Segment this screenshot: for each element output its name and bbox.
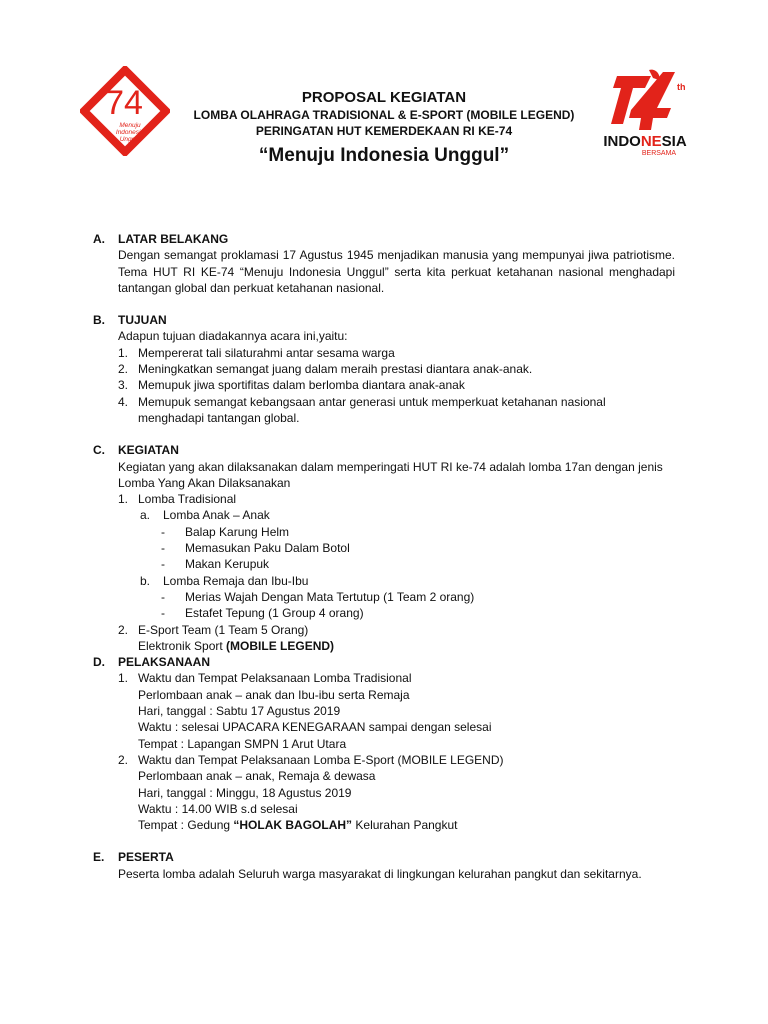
list-item: - Makan Kerupuk bbox=[161, 557, 270, 572]
section-d-heading bbox=[93, 654, 675, 670]
background-paragraph: Dengan semangat proklamasi 17 Agustus 1945 menjadikan manusia yang mempunyai jiwa patriotisme. Tema HUT RI KE-74 “Menuju Indonesia Unggul” serta kita perkuat ketahanan nasional menghadapi tantangan global dan perkuat ketahanan nasional. bbox=[118, 248, 675, 295]
list-item: 1. Waktu dan Tempat Pelaksanaan Lomba Tradisional bbox=[118, 671, 412, 686]
logo-th: th bbox=[677, 82, 686, 92]
list-item: - Memasukan Paku Dalam Botol bbox=[161, 541, 350, 556]
list-item: 2. Waktu dan Tempat Pelaksanaan Lomba E-Sport (MOBILE LEGEND) bbox=[118, 752, 504, 767]
section-letter: D. bbox=[93, 655, 105, 670]
schedule-line: Waktu : selesai UPACARA KENEGARAAN sampai dengan selesai bbox=[138, 720, 492, 735]
schedule-line: Hari, tanggal : Sabtu 17 Agustus 2019 bbox=[138, 704, 341, 719]
list-item: a. Lomba Anak – Anak bbox=[140, 508, 270, 523]
objectives-intro: Adapun tujuan diadakannya acara ini,yaitu: bbox=[118, 329, 348, 344]
list-item: b. Lomba Remaja dan Ibu-Ibu bbox=[140, 573, 309, 588]
esport-detail: Elektronik Sport (MOBILE LEGEND) bbox=[138, 638, 335, 653]
section-title: PESERTA bbox=[118, 850, 174, 865]
list-item: - Estafet Tepung (1 Group 4 orang) bbox=[161, 606, 364, 621]
logo-left-number: 74 bbox=[105, 84, 143, 122]
section-e-heading bbox=[93, 849, 675, 865]
logo-bird-shape bbox=[649, 70, 659, 80]
schedule-line: Tempat : Gedung “HOLAK BAGOLAH” Kelurahan Pangkut bbox=[138, 818, 458, 833]
logo-bersama-word: BERSAMA bbox=[641, 150, 677, 157]
section-letter: B. bbox=[93, 313, 105, 328]
schedule-line: Waktu : 14.00 WIB s.d selesai bbox=[138, 801, 298, 816]
schedule-line: Tempat : Lapangan SMPN 1 Arut Utara bbox=[138, 736, 347, 751]
hut-ri-74-logo bbox=[80, 66, 170, 156]
section-title: LATAR BELAKANG bbox=[118, 232, 229, 246]
list-item: 4. Memupuk semangat kebangsaan antar generasi untuk memperkuat ketahanan nasional menghadapi tantangan global. bbox=[118, 394, 606, 425]
list-item: 2. E-Sport Team (1 Team 5 Orang) bbox=[118, 622, 309, 637]
list-item: 3. Memupuk jiwa sportifitas dalam berlomba diantara anak-anak bbox=[118, 378, 465, 393]
section-title: PELAKSANAAN bbox=[118, 655, 211, 670]
logo-left-line3: Unggul bbox=[119, 136, 141, 143]
theme-heading: “Menuju Indonesia Unggul” bbox=[258, 145, 510, 166]
section-a-heading bbox=[93, 231, 675, 247]
participants-paragraph: Peserta lomba adalah Seluruh warga masyarakat di lingkungan kelurahan pangkut dan sekitarnya. bbox=[118, 866, 642, 881]
event-subtitle: LOMBA OLAHRAGA TRADISIONAL & E-SPORT (MOBILE LEGEND) bbox=[193, 108, 575, 122]
section-title: KEGIATAN bbox=[118, 443, 179, 458]
section-title: TUJUAN bbox=[118, 313, 167, 328]
list-item: 2. Meningkatkan semangat juang dalam meraih prestasi diantara anak-anak. bbox=[118, 362, 533, 377]
list-item: - Balap Karung Helm bbox=[161, 524, 290, 539]
activities-intro: Kegiatan yang akan dilaksanakan dalam memperingati HUT RI ke-74 adalah lomba 17an dengan jenis Lomba Yang Akan Dilaksanakan bbox=[118, 459, 663, 490]
logo-indonesia-word: INDONESIA bbox=[603, 133, 687, 150]
section-b-heading bbox=[93, 312, 675, 328]
schedule-line: Perlombaan anak – anak, Remaja & dewasa bbox=[138, 769, 376, 784]
indonesia-bersama-logo bbox=[593, 68, 697, 158]
list-item: 1. Lomba Tradisional bbox=[118, 492, 237, 507]
page-title: PROPOSAL KEGIATAN bbox=[301, 89, 467, 106]
occasion-subtitle: PERINGATAN HUT KEMERDEKAAN RI KE-74 bbox=[255, 124, 513, 138]
section-c-heading bbox=[93, 442, 675, 458]
section-letter: A. bbox=[93, 232, 105, 246]
section-letter: E. bbox=[93, 850, 105, 865]
section-letter: C. bbox=[93, 443, 105, 458]
list-item: - Merias Wajah Dengan Mata Tertutup (1 Team 2 orang) bbox=[161, 589, 475, 604]
list-item: 1. Mempererat tali silaturahmi antar sesama warga bbox=[118, 345, 395, 360]
schedule-line: Hari, tanggal : Minggu, 18 Agustus 2019 bbox=[138, 785, 352, 800]
schedule-line: Perlombaan anak – anak dan Ibu-ibu serta Remaja bbox=[138, 687, 410, 702]
logo-left-line1: Menuju bbox=[119, 122, 141, 129]
document-body bbox=[93, 231, 675, 882]
logo-left-line2: Indonesia bbox=[115, 129, 145, 136]
header-title-block bbox=[190, 88, 578, 169]
